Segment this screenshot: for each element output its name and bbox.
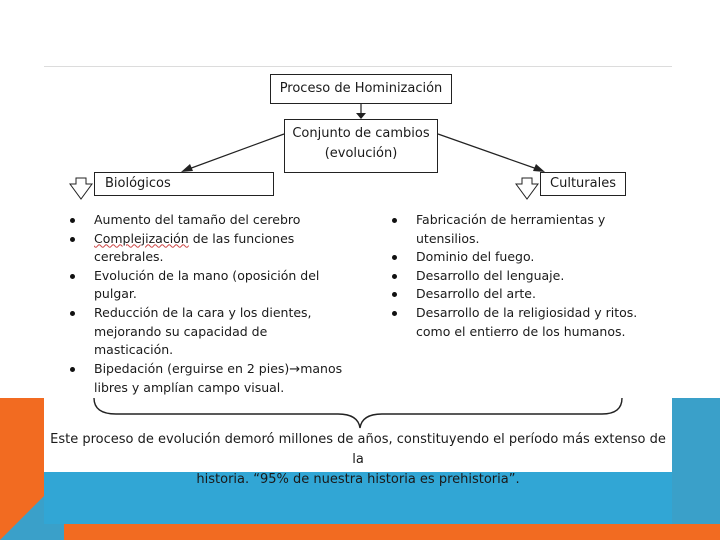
list-item-text: Aumento del tamaño del cerebro [94, 212, 301, 227]
list-item [64, 230, 364, 267]
changes-box [284, 119, 438, 173]
list-item-text: pulgar. [94, 286, 137, 302]
list-item-text: Dominio del fuego. [416, 249, 535, 265]
list-item-text: Desarrollo del lenguaje. [416, 267, 565, 283]
list-item-text: Desarrollo del arte. [416, 286, 536, 302]
list-item-text: utensilios. [416, 230, 480, 246]
connector-to-culturales [438, 134, 540, 170]
list-item-text: cerebrales. [94, 249, 164, 265]
list-item [64, 360, 364, 398]
list-item [386, 248, 646, 267]
list-item-text: Complejización [94, 230, 189, 246]
title-text: Proceso de Hominización [279, 81, 443, 96]
list-item [386, 304, 646, 341]
conclusion-line1: Este proceso de evolución demoró millones de años, constituyendo el período más extenso de la [50, 432, 666, 467]
arrowhead-right-icon [533, 164, 545, 172]
hollow-down-arrow-right-icon [516, 178, 538, 199]
right-arrow-icon: → [289, 361, 301, 377]
conclusion-line2: historia. “95% de nuestra historia es prehistoria”. [196, 472, 520, 487]
culturales-box [540, 172, 626, 196]
list-item-text: Fabricación de herramientas y [416, 212, 606, 227]
changes-line2: (evolución) [324, 146, 398, 161]
list-item [386, 211, 646, 248]
list-item-text: manos [300, 360, 343, 376]
list-item-text: Bipedación (erguirse en 2 pies) [94, 360, 290, 376]
list-item-text: masticación. [94, 342, 174, 358]
list-item-text: de las funciones [188, 230, 295, 246]
list-item-text: mejorando su capacidad de [94, 323, 268, 339]
list-item-text: Evolución de la mano (oposición del [94, 267, 320, 283]
biological-changes-list [64, 211, 364, 398]
conclusion-text [44, 430, 672, 490]
list-item [386, 267, 646, 286]
hominization-title-box [270, 74, 452, 104]
cultural-changes-list [386, 211, 646, 341]
list-item-text: como el entierro de los humanos. [416, 323, 626, 339]
hollow-down-arrow-left-icon [70, 178, 92, 199]
connector-to-biologicos [186, 134, 284, 170]
changes-line1: Conjunto de cambios [292, 126, 430, 141]
biologicos-label: Biológicos [105, 176, 171, 191]
list-item [386, 285, 646, 304]
list-item [64, 211, 364, 230]
biologicos-box [94, 172, 274, 196]
list-item [64, 267, 364, 304]
list-item-text: libres y amplían campo visual. [94, 380, 285, 396]
list-item-text: Desarrollo de la religiosidad y ritos. [416, 304, 638, 320]
arrowhead-left-icon [181, 164, 193, 172]
culturales-label: Culturales [550, 176, 616, 191]
list-item-text: Reducción de la cara y los dientes, [94, 304, 312, 320]
curly-brace-icon [94, 398, 622, 428]
list-item [64, 304, 364, 360]
